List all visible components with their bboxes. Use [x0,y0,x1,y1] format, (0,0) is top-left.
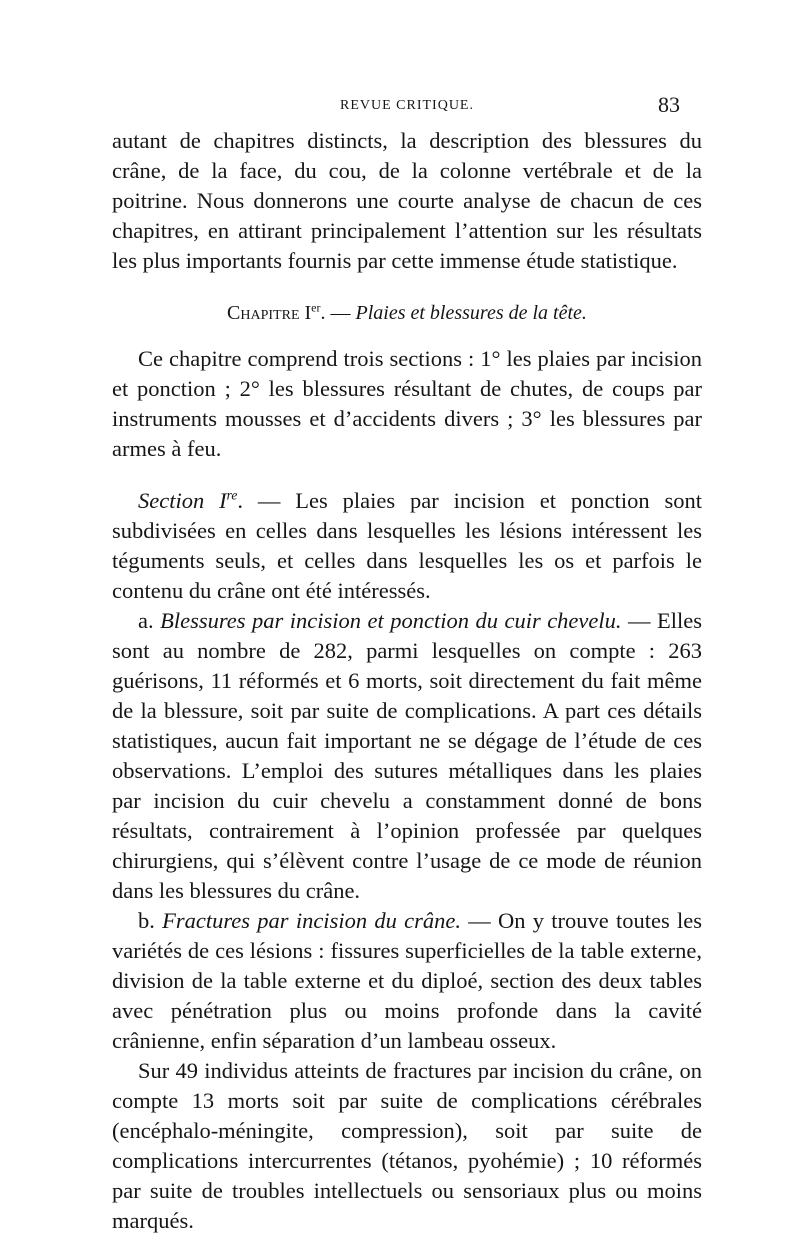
section-separator: . — [237,488,296,513]
item-b-text: On y trouve toutes les variétés de ces lésions : fissures superficielles de la table externe, division de la table externe et du diploé, section des deux tables avec pénétration plus ou moins profonde dans la cavité crânienne, enfin séparation d’un lambeau osseux. [112,908,703,1053]
paragraph-statistics: Sur 49 individus atteints de fractures par incision du crâne, on compte 13 morts soit par suite de complications cérébrales (encéphalo-méningite, compression), soit par suite de complications intercurrentes (tétanos, pyohémie) ; 10 réformés par suite de troubles intellectuels ou sensoriaux plus ou moins marqués. [112,1058,702,1233]
paragraph-section-1 [112,486,702,606]
page-number: 83 [658,92,680,117]
section-label: Section I [138,488,227,513]
chapter-title: Plaies et blessures de la tête. [355,302,587,324]
chapter-separator: . — [320,302,356,324]
section-label-sup: re [226,487,238,503]
book-page [112,92,702,1236]
page-header [112,92,702,126]
item-b-separator: — [460,908,498,933]
chapter-label: Chapitre I [227,302,312,324]
item-b-title: Fractures par incision du crâne. [162,908,461,933]
chapter-heading [112,298,702,328]
item-a-text: Elles sont au nombre de 282, parmi lesquelles on compte : 263 guérisons, 11 réformés et 6 morts, soit directement du fait même de la blessure, soit par suite de complications. A part ces détails statistiques, aucun fait important ne se dégage de l’étude de ces observations. L’emploi des sutures métalliques dans les plaies par incision du cuir chevelu a constamment donné de bons résultats, contrairement à l’opinion professée par quelques chirurgiens, qui s’élèvent contre l’usage de ce mode de réunion dans les blessures du crâne. [112,608,702,903]
paragraph-intro: autant de chapitres distincts, la description des blessures du crâne, de la face, du cou, de la colonne vertébrale et de la poitrine. Nous donnerons une courte analyse de chacun de ces chapitres, en attirant principalement l’attention sur les résultats les plus importants fournis par cette immense étude statistique. [112,128,702,273]
item-a-letter: a. [138,608,154,633]
chapter-label-sup: er [311,300,321,315]
item-a-separator: — [621,608,657,633]
section-text: Les plaies par incision et ponction sont subdivisées en celles dans lesquelles les lésions intéressent les téguments seuls, et celles dans lesquelles les os et parfois le contenu du crâne ont été intéressés. [112,488,703,603]
paragraph-item-a [112,606,702,906]
paragraph-chapter-sections: Ce chapitre comprend trois sections : 1° les plaies par incision et ponction ; 2° les blessures résultant de chutes, de coups par instruments mousses et d’accidents divers ; 3° les blessures par armes à feu. [112,346,702,461]
item-b-letter: b. [138,908,155,933]
running-title: REVUE CRITIQUE. [340,98,474,113]
paragraph-item-b [112,906,702,1056]
item-a-title: Blessures par incision et ponction du cuir chevelu. [160,608,622,633]
